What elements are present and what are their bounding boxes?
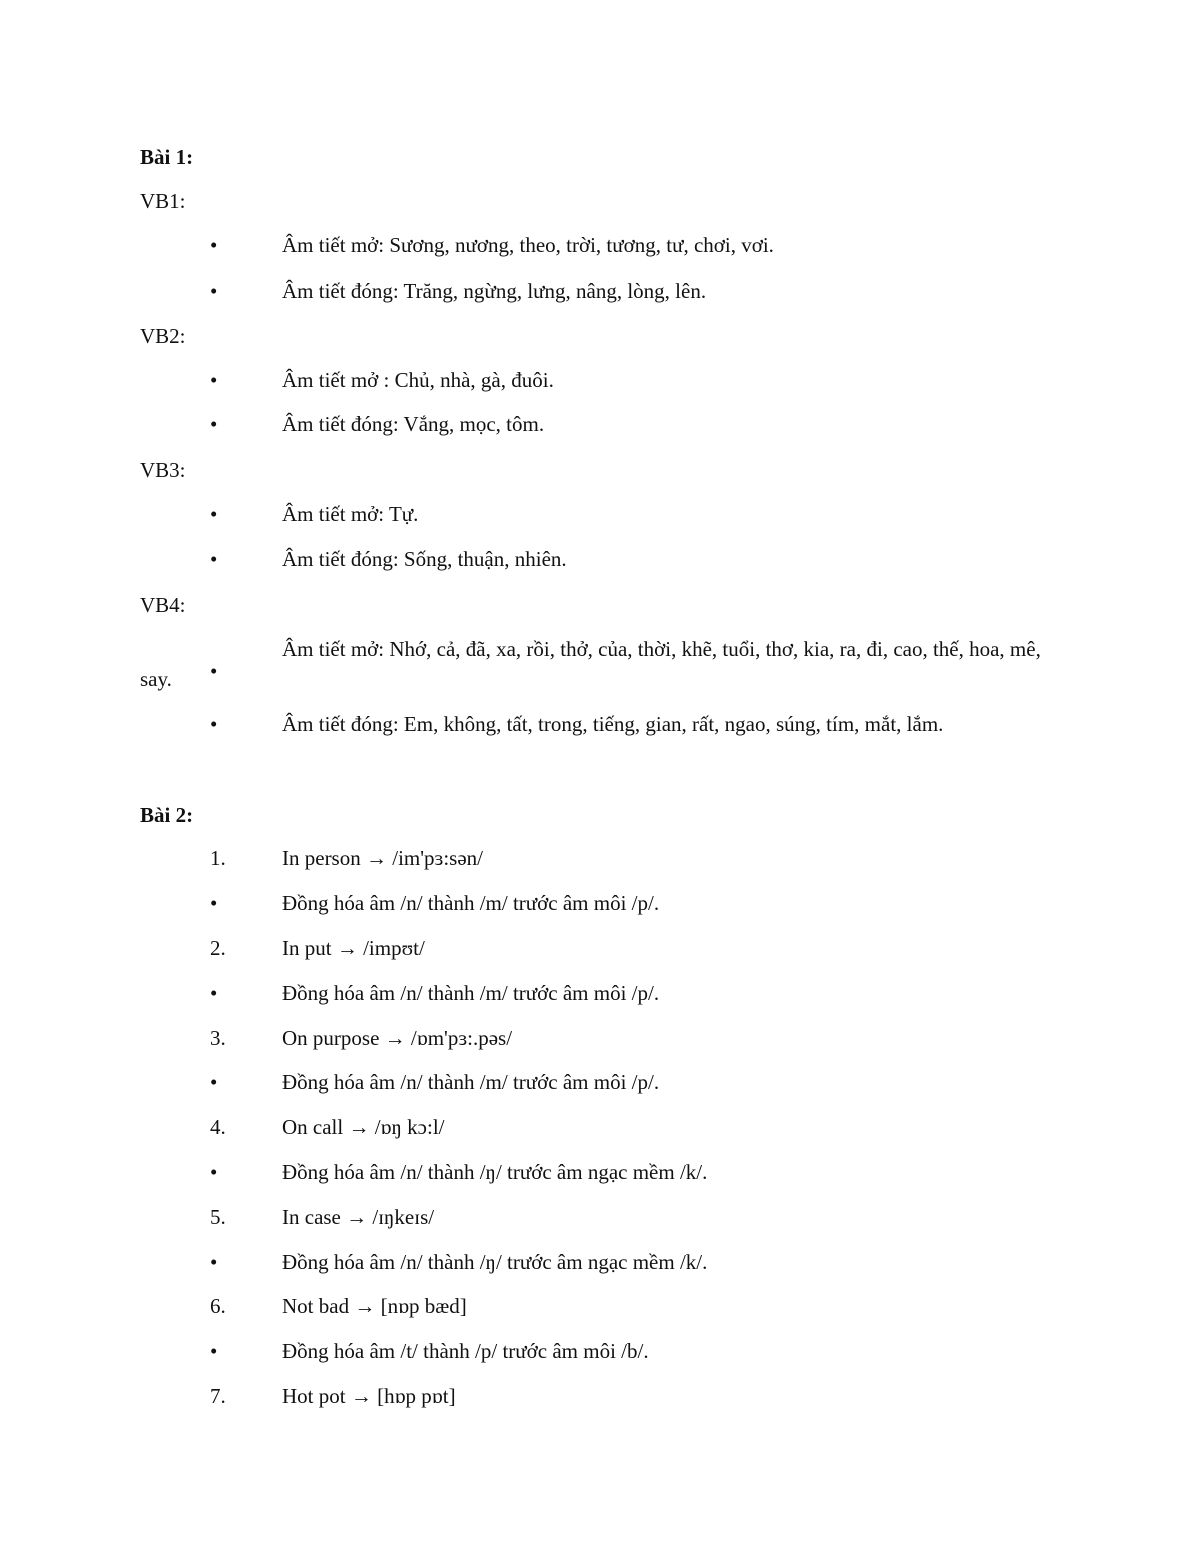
bai1-heading: Bài 1: [140,145,194,169]
bullet-icon: • [210,412,218,436]
list-item-text: Đồng hóa âm /n/ thành /m/ trước âm môi /p/. [282,891,660,915]
vb4-label: VB4: [140,593,186,617]
list-marker: 3. [210,1026,226,1050]
list-item-text: Đồng hóa âm /t/ thành /p/ trước âm môi /b/. [282,1339,649,1363]
list-item-text: Âm tiết đóng: Vắng, mọc, tôm. [282,412,545,436]
list-item-text: In put → /impʊt/ [282,936,425,960]
list-item-text: In case → /ɪŋkeɪs/ [282,1205,435,1229]
list-marker: 6. [210,1294,226,1318]
list-item-text: Hot pot → [hɒp pɒt] [282,1384,456,1408]
bullet-icon: • [210,233,218,257]
list-item-text: Âm tiết đóng: Trăng, ngừng, lưng, nâng, lòng, lên. [282,279,707,303]
bullet-icon: • [210,659,218,683]
bullet-icon: • [210,1339,218,1363]
list-item-text: Đồng hóa âm /n/ thành /m/ trước âm môi /p/. [282,981,660,1005]
vb3-label: VB3: [140,458,186,482]
list-item-text: Not bad → [nɒp bæd] [282,1294,467,1318]
bullet-icon: • [210,502,218,526]
list-marker: 4. [210,1115,226,1139]
list-marker: 7. [210,1384,226,1408]
list-item-text: Âm tiết đóng: Em, không, tất, trong, tiếng, gian, rất, ngao, súng, tím, mắt, lắm. [282,712,944,736]
bullet-icon: • [210,1070,218,1094]
bullet-icon: • [210,547,218,571]
list-item-text: Âm tiết đóng: Sống, thuận, nhiên. [282,547,567,571]
list-item-text: On call → /ɒŋ kɔ:l/ [282,1115,445,1139]
bullet-icon: • [210,712,218,736]
list-item-text: In person → /im'pɜ:sən/ [282,846,483,870]
bullet-icon: • [210,368,218,392]
bullet-icon: • [210,279,218,303]
bullet-icon: • [210,981,218,1005]
vb1-label: VB1: [140,189,186,213]
list-item-text: Đồng hóa âm /n/ thành /ŋ/ trước âm ngạc mềm /k/. [282,1250,708,1274]
bai2-heading: Bài 2: [140,803,194,827]
bullet-icon: • [210,1250,218,1274]
bullet-icon: • [210,891,218,915]
list-item-text: Âm tiết mở : Chủ, nhà, gà, đuôi. [282,368,554,392]
list-marker: 2. [210,936,226,960]
list-item-text: Đồng hóa âm /n/ thành /m/ trước âm môi /p/. [282,1070,660,1094]
list-marker: 5. [210,1205,226,1229]
bullet-icon: • [210,1160,218,1184]
list-item-text: Âm tiết mở: Sương, nương, theo, trời, tương, tư, chơi, vơi. [282,233,774,257]
list-item [140,634,1060,694]
list-marker: 1. [210,846,226,870]
list-item-text: On purpose → /ɒm'pɜ:.pəs/ [282,1026,513,1050]
vb2-label: VB2: [140,324,186,348]
list-item-text: Âm tiết mở: Tự. [282,502,419,526]
list-item-text: Đồng hóa âm /n/ thành /ŋ/ trước âm ngạc mềm /k/. [282,1160,708,1184]
list-item-text: Âm tiết mở: Nhớ, cả, đã, xa, rồi, thở, của, thời, khẽ, tuổi, thơ, kia, ra, đi, cao, thế, hoa, mê, say. [140,637,1041,691]
